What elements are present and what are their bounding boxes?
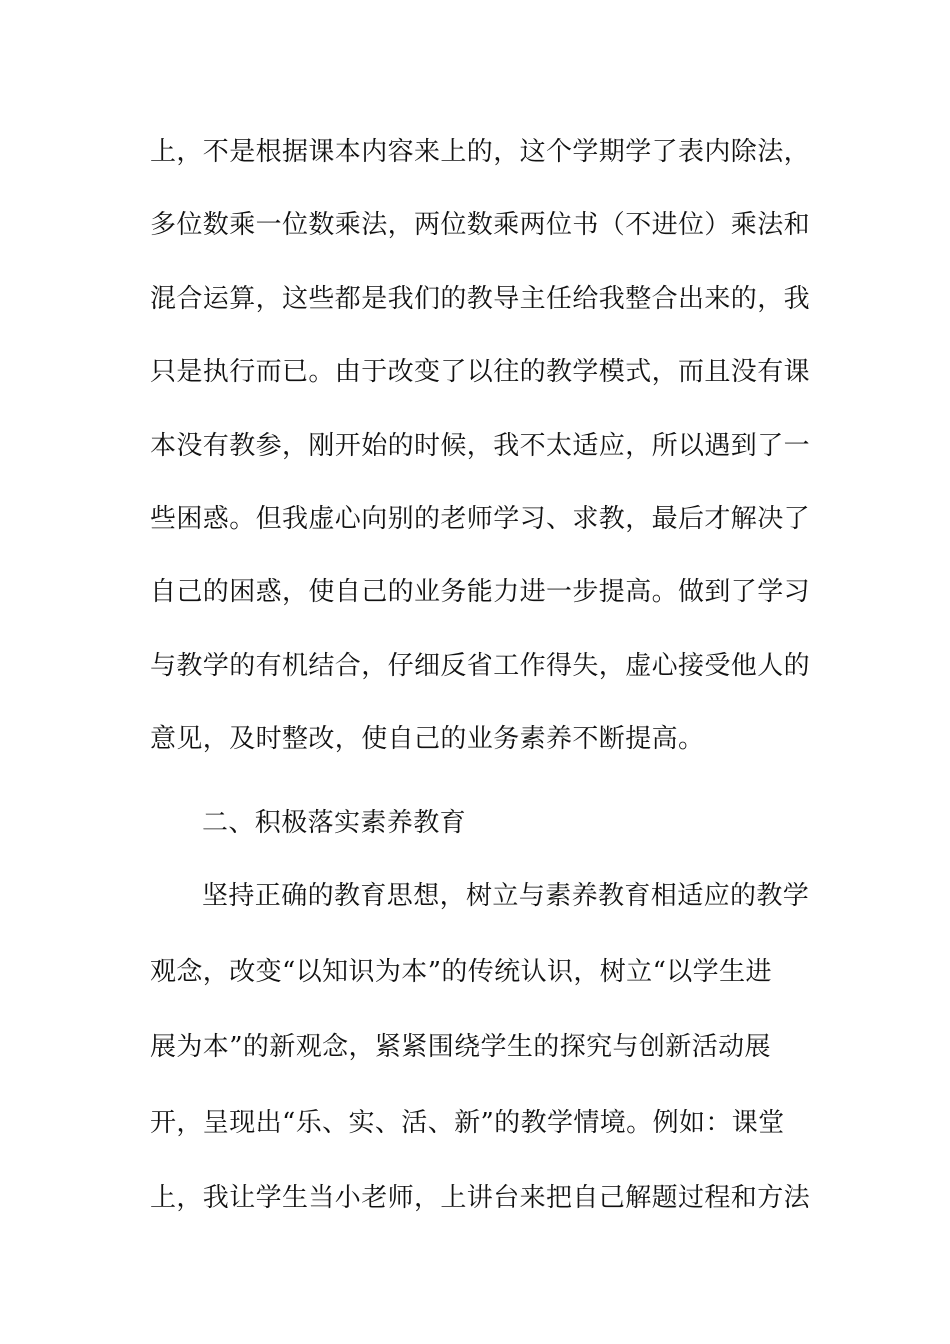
paragraph-2-line-2: 观念，改变“以知识为本”的传统认识，树立“以学生进 bbox=[150, 957, 772, 987]
paragraph-1-line-2: 多位数乘一位数乘法，两位数乘两位书（不进位）乘法和 bbox=[150, 210, 811, 240]
paragraph-1-line-1: 上，不是根据课本内容来上的，这个学期学了表内除法， bbox=[150, 137, 811, 167]
section-heading: 二、积极落实素养教育 bbox=[202, 808, 467, 838]
paragraph-1-line-8: 与教学的有机结合，仔细反省工作得失，虚心接受他人的 bbox=[150, 651, 811, 681]
paragraph-1-line-5: 本没有教参，刚开始的时候，我不太适应，所以遇到了一 bbox=[150, 431, 811, 461]
paragraph-2-line-3: 展为本”的新观念，紧紧围绕学生的探究与创新活动展 bbox=[150, 1032, 771, 1062]
paragraph-1-line-6: 些困惑。但我虚心向别的老师学习、求教，最后才解决了 bbox=[150, 504, 811, 534]
paragraph-1-line-9: 意见，及时整改，使自己的业务素养不断提高。 bbox=[150, 724, 705, 754]
paragraph-2-line-1: 坚持正确的教育思想，树立与素养教育相适应的教学 bbox=[202, 881, 810, 911]
paragraph-2-line-4: 开，呈现出“乐、实、活、新”的教学情境。例如：课堂 bbox=[150, 1108, 785, 1138]
paragraph-1-line-3: 混合运算，这些都是我们的教导主任给我整合出来的，我 bbox=[150, 284, 811, 314]
paragraph-1-line-7: 自己的困惑，使自己的业务能力进一步提高。做到了学习 bbox=[150, 577, 811, 607]
paragraph-1-line-4: 只是执行而已。由于改变了以往的教学模式，而且没有课 bbox=[150, 357, 811, 387]
paragraph-2-line-5: 上，我让学生当小老师，上讲台来把自己解题过程和方法 bbox=[150, 1183, 811, 1213]
